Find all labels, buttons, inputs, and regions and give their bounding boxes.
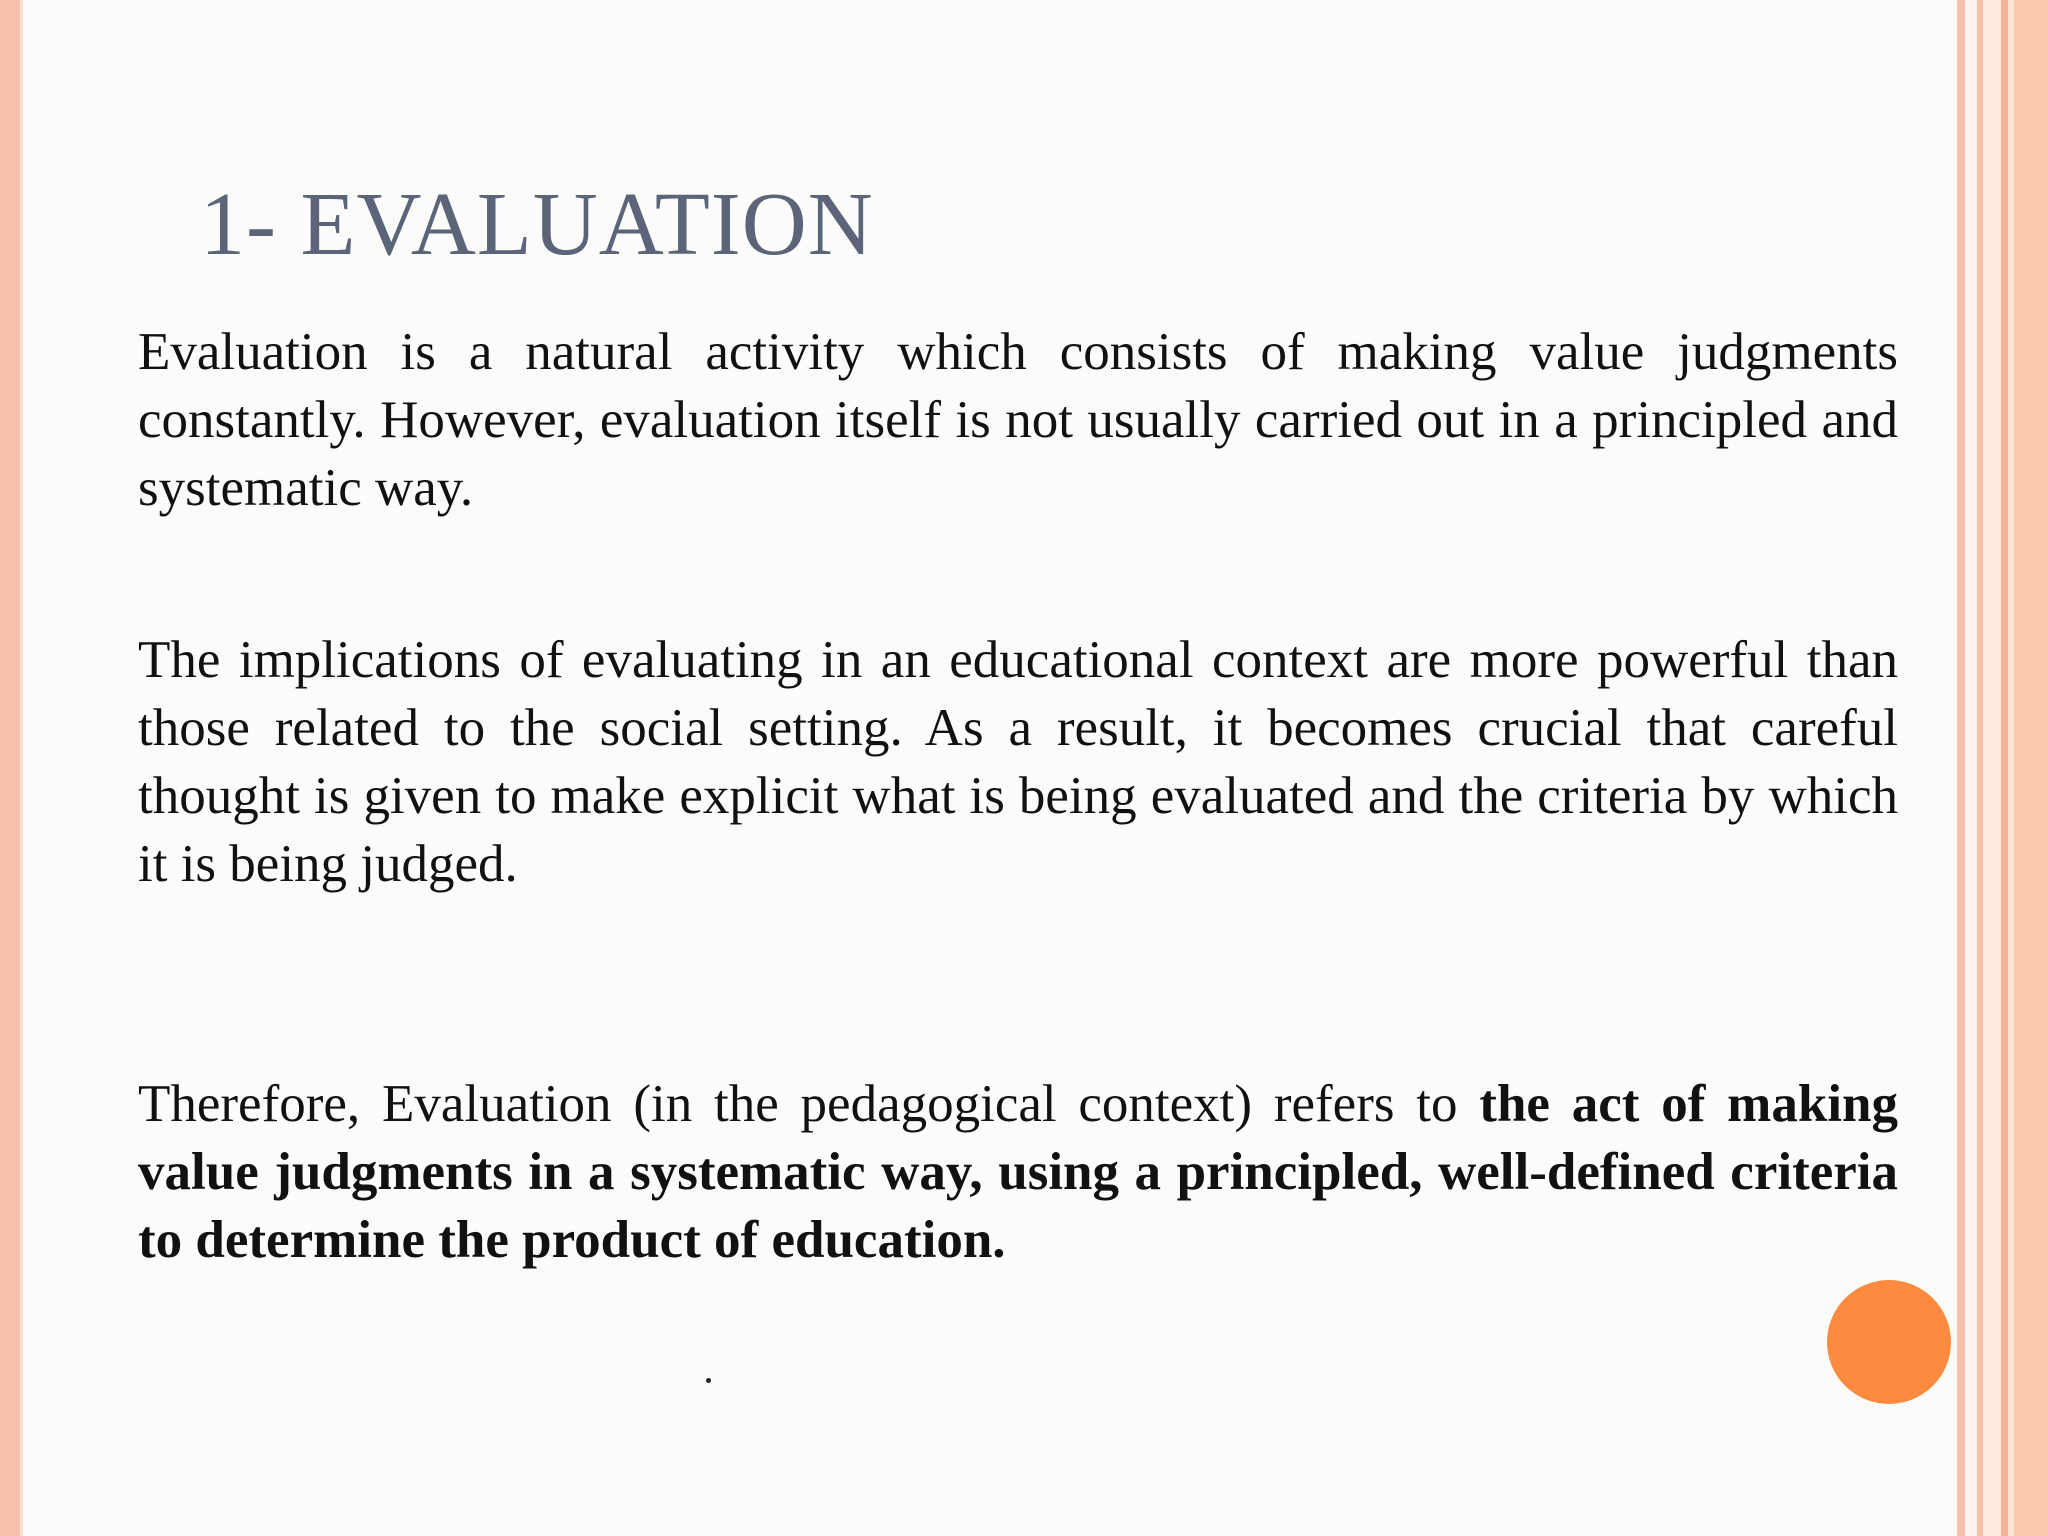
left-border-inner xyxy=(20,0,23,1536)
right-border-stripe xyxy=(1965,0,1977,1536)
stray-dot-mark xyxy=(706,1378,711,1383)
orange-circle-decoration xyxy=(1827,1280,1951,1404)
right-border-stripe xyxy=(1983,0,2001,1536)
slide-title: 1- EVALUATION xyxy=(200,175,874,274)
paragraph-1: Evaluation is a natural activity which consists of making value judgments constantly. However, evaluation itself is not usually carried out in a principled and systematic way. xyxy=(138,323,1898,517)
right-border-stripe xyxy=(1957,0,1965,1536)
paragraph-2: The implications of evaluating in an educational context are more powerful than those related to the social setting. As a result, it becomes crucial that careful thought is given to make explicit what is being evaluated and the criteria by which it is being judged. xyxy=(138,631,1898,893)
paragraph-3-emphasis: the act of making value judgments in a systematic way, using a principled, well-defined criteria to determine the product of education. xyxy=(138,1075,1898,1269)
paragraph-3-lead: Therefore, Evaluation (in the pedagogical context) refers to xyxy=(138,1075,1480,1133)
right-border-stripe xyxy=(2001,0,2008,1536)
left-border xyxy=(0,0,20,1536)
right-border-stripe xyxy=(2014,0,2048,1536)
paragraph-3 xyxy=(138,1070,1898,1274)
